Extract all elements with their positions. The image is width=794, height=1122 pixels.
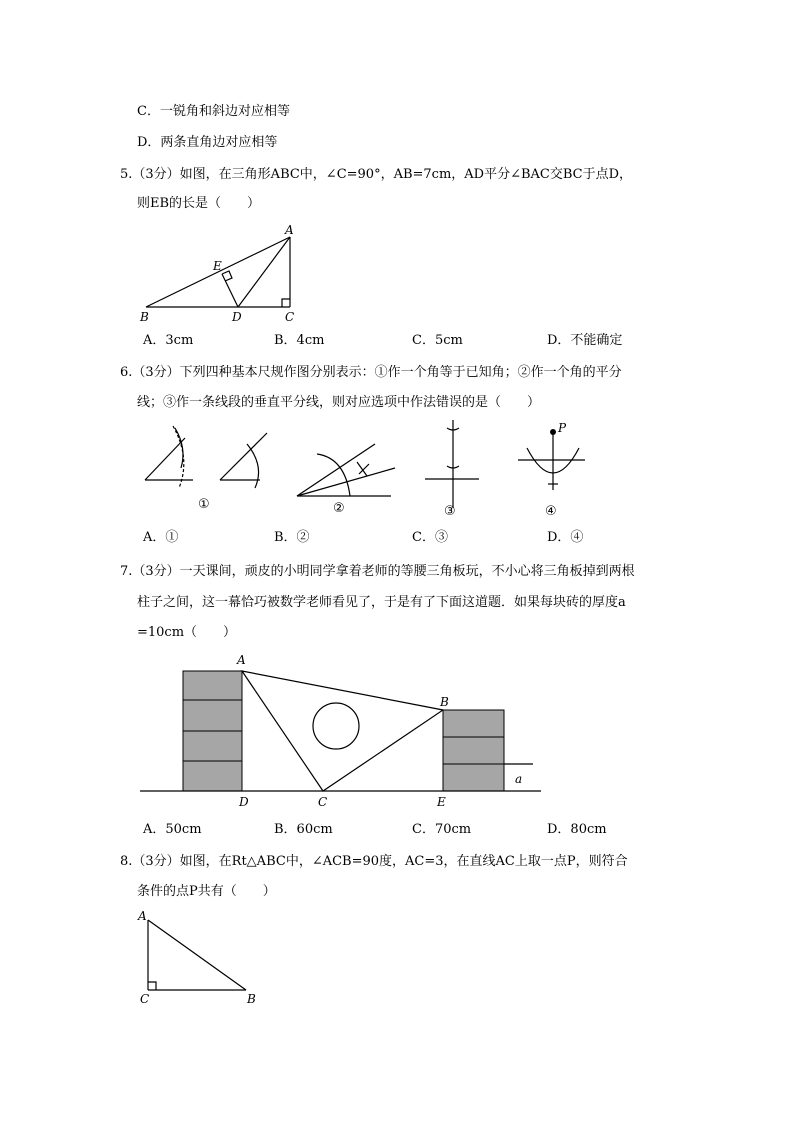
- q4-option-c: C．一锐角和斜边对应相等: [137, 104, 290, 119]
- q6-stem-line2: 线；③作一条线段的垂直平分线，则对应选项中作法错误的是（ ）: [137, 395, 541, 410]
- q7-label-e: E: [437, 795, 446, 809]
- q7-label-thickness-a: a: [515, 772, 523, 786]
- q8-right-angle-c: [148, 982, 156, 990]
- q4-option-d: D．两条直角边对应相等: [137, 135, 278, 150]
- q7-label-c: C: [318, 795, 328, 809]
- q5-stem-line2: 则EB的长是（ ）: [137, 196, 261, 211]
- q7-stem-line2: 柱子之间，这一幕恰巧被数学老师看见了，于是有了下面这道题．如果每块砖的厚度a: [137, 595, 626, 610]
- q6-point-p: [550, 429, 556, 435]
- q6-option-a: A．①: [143, 530, 179, 545]
- q7-right-brick-column: [443, 710, 504, 791]
- q7-option-d: D．80cm: [547, 822, 607, 837]
- q8-label-c: C: [140, 992, 150, 1006]
- q7-option-a: A．50cm: [143, 822, 202, 837]
- q7-left-brick-column: [183, 671, 242, 791]
- q7-label-d: D: [239, 795, 249, 809]
- q7-stem-line3: =10cm（ ）: [137, 625, 237, 640]
- q5-option-a: A．3cm: [143, 333, 194, 348]
- q5-label-d: D: [232, 310, 242, 324]
- q5-option-c: C．5cm: [412, 333, 463, 348]
- q6-option-c: C．③: [412, 530, 448, 545]
- q5-segment-ad: [238, 237, 290, 307]
- q7-label-a: A: [237, 653, 246, 667]
- q5-triangle-figure: [130, 220, 310, 328]
- q7-board-hole: [313, 703, 359, 749]
- q8-label-b: B: [247, 992, 256, 1006]
- q6-label-p: P: [558, 421, 567, 435]
- q6-constructions-figure: [135, 418, 595, 523]
- q5-label-a: A: [285, 223, 294, 237]
- q7-bricks-figure: [135, 648, 550, 813]
- q6-label-4: ④: [545, 504, 557, 519]
- q5-label-e: E: [213, 259, 222, 273]
- q7-label-b: B: [440, 695, 449, 709]
- q8-label-a: A: [138, 909, 147, 923]
- q7-stem-line1: 7.（3分）一天课间，顽皮的小明同学拿着老师的等腰三角板玩，不小心将三角板掉到两根: [120, 564, 635, 579]
- q5-label-b: B: [140, 310, 149, 324]
- q5-stem-line1: 5.（3分）如图，在三角形ABC中，∠C=90°，AB=7cm，AD平分∠BAC交BC于点D，: [120, 167, 633, 182]
- q7-option-c: C．70cm: [412, 822, 472, 837]
- q5-label-c: C: [285, 310, 295, 324]
- q6-label-3: ③: [444, 504, 456, 519]
- q5-option-b: B．4cm: [274, 333, 325, 348]
- q7-option-b: B．60cm: [274, 822, 333, 837]
- q8-segment-ab: [148, 920, 246, 990]
- q6-option-b: B．②: [274, 530, 310, 545]
- q8-stem-line2: 条件的点P共有（ ）: [137, 884, 276, 899]
- q6-option-d: D．④: [547, 530, 584, 545]
- q6-label-2: ②: [333, 501, 345, 516]
- q6-label-1: ①: [198, 497, 210, 512]
- q8-stem-line1: 8.（3分）如图，在Rt△ABC中，∠ACB=90度，AC=3，在直线AC上取一点P，则符合: [120, 854, 628, 869]
- q6-stem-line1: 6.（3分）下列四种基本尺规作图分别表示：①作一个角等于已知角；②作一个角的平分: [120, 365, 622, 380]
- q8-right-triangle-figure: [130, 905, 270, 1010]
- q5-option-d: D．不能确定: [547, 333, 623, 348]
- q5-right-angle-c: [282, 299, 290, 307]
